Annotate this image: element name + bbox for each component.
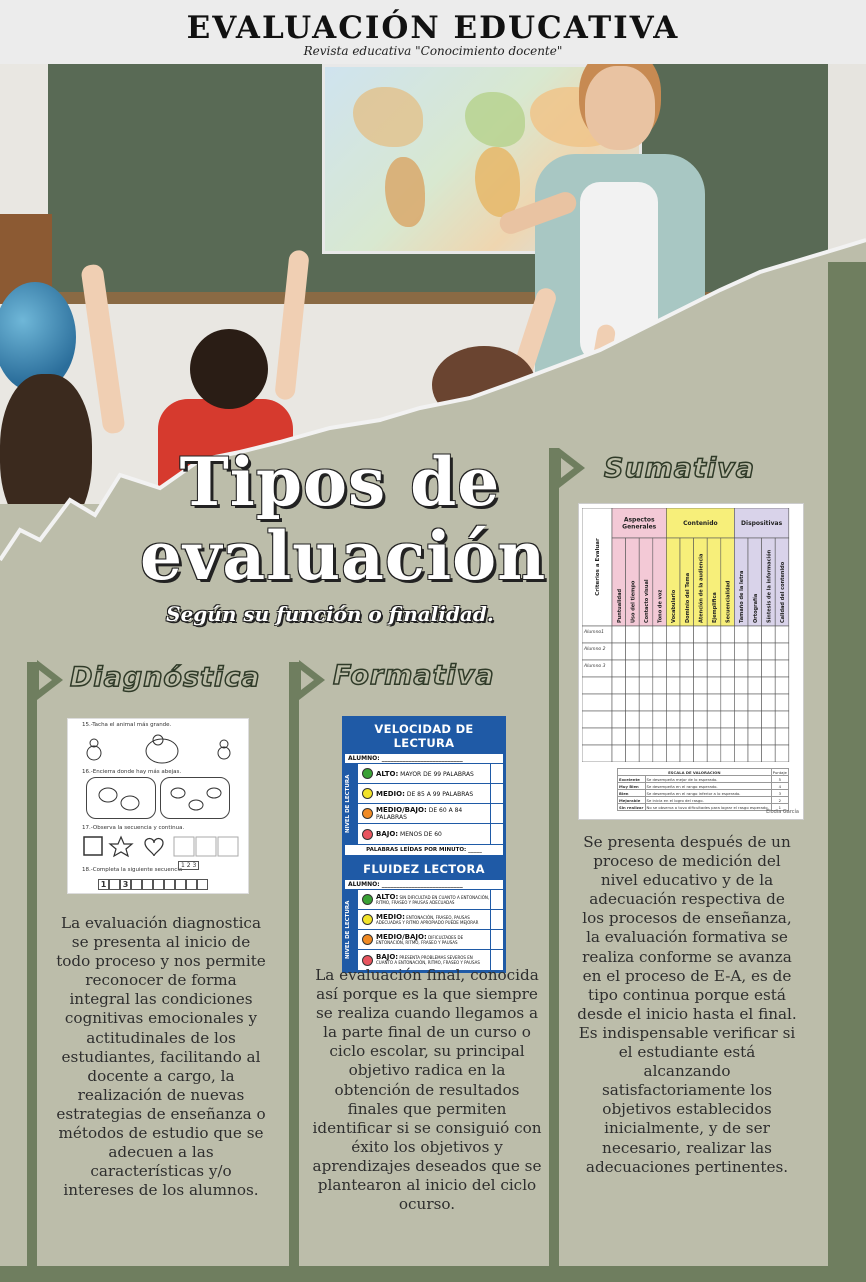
score-cell xyxy=(775,711,789,728)
score-cell xyxy=(707,626,721,643)
score-cell xyxy=(612,745,626,762)
shapes-sequence-icon xyxy=(82,835,242,859)
level-name: MEDIO: xyxy=(376,789,405,798)
velocidad-lectura-card xyxy=(342,716,506,858)
score-cell xyxy=(612,626,626,643)
score-cell xyxy=(775,694,789,711)
sequence-cell xyxy=(142,879,153,890)
criterion-label: Tono de voz xyxy=(657,589,664,623)
score-cell xyxy=(653,660,667,677)
level-row xyxy=(358,824,503,844)
score-cell xyxy=(653,626,667,643)
score-cell xyxy=(694,745,708,762)
level-desc: DIFICULTADES DE ENTONACIÓN, RITMO, FRASEO Y PAUSAS xyxy=(376,934,464,945)
score-cell xyxy=(666,728,680,745)
score-cell xyxy=(626,626,640,643)
score-cell xyxy=(639,626,653,643)
sumativa-text: Se presenta después de un proceso de medición del nivel educativo y de la adecuación respectiva de los procesos de enseñanza, la evaluación formativa se realiza conforme se avanza en el proceso de E-A, es de tipo continua porque está desde el inicio hasta el final. Es indispensable verificar si el estudiante está alcanzando satisfactoriamente los objetivos establecidos inicialmente, y de ser necesario, realizar las adecuaciones pertinentes. xyxy=(577,833,797,1176)
score-cell xyxy=(639,660,653,677)
score-cell xyxy=(748,643,762,660)
worksheet-question: 16.-Encierra donde hay más abejas. xyxy=(82,769,182,775)
criterion-label: Uso del tiempo xyxy=(630,580,637,623)
student-name: Alumno 2 xyxy=(584,647,606,652)
score-cell xyxy=(748,694,762,711)
score-cell xyxy=(680,677,694,694)
score-cell xyxy=(734,694,748,711)
score-cell xyxy=(666,694,680,711)
hero-title-line1: Tipos de xyxy=(179,443,501,521)
level-desc: MENOS DE 60 xyxy=(400,831,442,838)
score-cell xyxy=(680,643,694,660)
level-desc: ENTONACIÓN, FRASEO, PAUSAS ADECUADAS Y RITMO APROPIADO PUEDE MEJORAR xyxy=(376,914,479,925)
score-cell xyxy=(626,694,640,711)
sequence-cell xyxy=(175,879,186,890)
scale-desc: Se desempeña en el rango inferior a lo esperado. xyxy=(645,790,771,797)
sumativa-arrow-icon xyxy=(559,448,585,488)
bottom-accent-bar xyxy=(0,1266,866,1282)
level-row xyxy=(358,910,503,930)
score-cell xyxy=(775,677,789,694)
level-name: ALTO: xyxy=(376,892,399,901)
level-name: MEDIO: xyxy=(376,912,405,921)
score-cell xyxy=(721,711,735,728)
formativa-arrow-icon xyxy=(299,660,325,700)
sequence-cell: 1 xyxy=(98,879,109,890)
score-cell xyxy=(612,660,626,677)
masthead xyxy=(0,0,866,64)
score-cell xyxy=(626,643,640,660)
sequence-cell xyxy=(186,879,197,890)
level-row xyxy=(358,930,503,950)
bees-icon xyxy=(86,777,230,819)
score-cell xyxy=(639,745,653,762)
level-desc: MAYOR DE 99 PALABRAS xyxy=(400,770,474,778)
score-cell xyxy=(666,711,680,728)
score-cell xyxy=(734,626,748,643)
student-cell xyxy=(582,728,612,745)
score-cell xyxy=(748,745,762,762)
formativa-heading: Formativa xyxy=(333,660,495,691)
sequence-cell xyxy=(153,879,164,890)
level-dot-icon xyxy=(362,768,373,779)
scale-level: Mejorable xyxy=(618,797,646,804)
criterion-label: Atención de la audiencia xyxy=(698,553,705,623)
hero-subtitle: Según su función o finalidad. xyxy=(166,602,494,626)
score-cell xyxy=(666,626,680,643)
sumativa-bar xyxy=(549,448,559,1266)
level-dot-icon xyxy=(362,955,373,966)
scale-desc: Se desempeña en el rango esperado. xyxy=(645,783,771,790)
score-cell xyxy=(666,660,680,677)
student-name: Alumno1 xyxy=(584,630,605,635)
level-desc: DE 85 A 99 PALABRAS xyxy=(406,790,474,798)
score-cell xyxy=(612,677,626,694)
level-name: MEDIO/BAJO: xyxy=(376,806,427,814)
score-cell xyxy=(626,745,640,762)
score-cell xyxy=(680,745,694,762)
criterion-label: Ejemplifica xyxy=(712,592,718,623)
card-alumno: ALUMNO: ___________________________ xyxy=(345,754,503,764)
level-dot-icon xyxy=(362,808,373,819)
sequence-cell: 3 xyxy=(120,879,131,890)
scale-points: 1 xyxy=(771,804,788,811)
scale-level: Sin realizar xyxy=(619,804,644,810)
sumativa-heading: Sumativa xyxy=(604,453,756,484)
hero-title-line2: evaluación xyxy=(140,517,547,595)
diagnostica-arrow-icon xyxy=(37,660,63,700)
score-cell xyxy=(775,660,789,677)
worksheet-question: 17.-Observa la secuencia y continua. xyxy=(82,825,185,831)
score-cell xyxy=(721,660,735,677)
score-cell xyxy=(653,694,667,711)
score-cell xyxy=(612,694,626,711)
score-cell xyxy=(775,626,789,643)
criterion-label: Síntesis de la información xyxy=(766,549,773,623)
scale-points: 5 xyxy=(771,776,788,783)
student-cell xyxy=(582,677,612,694)
sequence-cell xyxy=(109,879,120,890)
criterion-label: Ortografía xyxy=(752,593,759,623)
score-cell xyxy=(748,660,762,677)
score-cell xyxy=(748,728,762,745)
student-cell xyxy=(582,745,612,762)
scale-points: 3 xyxy=(771,790,788,797)
criteria-label: Criterios a Evaluar xyxy=(595,538,601,596)
level-dot-icon xyxy=(362,829,373,840)
sequence-cell xyxy=(131,879,142,890)
criterion-label: Secuencialidad xyxy=(725,580,732,623)
worksheet-question: 15.-Tacha el animal más grande. xyxy=(82,722,172,728)
level-dot-icon xyxy=(362,934,373,945)
criterion-label: Vocabulario xyxy=(671,589,678,623)
fluidez-lectora-card xyxy=(342,856,506,973)
score-cell xyxy=(694,711,708,728)
score-cell xyxy=(639,728,653,745)
score-cell xyxy=(666,643,680,660)
diagnostica-heading: Diagnóstica xyxy=(70,662,261,693)
worksheet-question: 18.-Completa la siguiente secuencia xyxy=(82,867,183,873)
score-cell xyxy=(734,728,748,745)
level-name: ALTO: xyxy=(376,769,399,778)
score-cell xyxy=(762,711,776,728)
magazine-title: EVALUACIÓN EDUCATIVA xyxy=(186,10,680,46)
score-cell xyxy=(694,694,708,711)
level-desc: DE 60 A 84 PALABRAS xyxy=(376,807,463,821)
score-cell xyxy=(762,643,776,660)
score-cell xyxy=(639,677,653,694)
score-cell xyxy=(653,643,667,660)
score-cell xyxy=(626,660,640,677)
student-name: Alumno 3 xyxy=(584,664,606,669)
score-cell xyxy=(775,728,789,745)
score-cell xyxy=(721,745,735,762)
score-cell xyxy=(694,643,708,660)
scale-points: 2 xyxy=(771,797,788,804)
level-dot-icon xyxy=(362,788,373,799)
score-cell xyxy=(612,643,626,660)
animals-icon xyxy=(82,731,237,765)
criterion-label: Contacto visual xyxy=(644,579,650,623)
score-cell xyxy=(694,626,708,643)
diagnostica-bar xyxy=(27,662,37,1266)
score-cell xyxy=(775,643,789,660)
score-cell xyxy=(626,728,640,745)
card-footer: PALABRAS LEÍDAS POR MINUTO: _____ xyxy=(345,844,503,855)
sequence-cells xyxy=(98,879,208,890)
score-cell xyxy=(707,677,721,694)
score-cell xyxy=(694,660,708,677)
score-cell xyxy=(734,711,748,728)
score-cell xyxy=(762,745,776,762)
level-row xyxy=(358,784,503,804)
score-cell xyxy=(680,626,694,643)
score-cell xyxy=(626,711,640,728)
score-cell xyxy=(721,677,735,694)
rubric-signature: Elodia García xyxy=(766,809,799,815)
score-cell xyxy=(734,677,748,694)
card-side-label: NIVEL DE LECTURA xyxy=(345,764,358,844)
score-cell xyxy=(653,728,667,745)
level-name: BAJO: xyxy=(376,830,399,838)
score-cell xyxy=(612,711,626,728)
card-title: FLUIDEZ LECTORA xyxy=(345,859,503,880)
scale-desc: No se observa o tuvo dificultades para lograr el rasgo esperado. xyxy=(645,804,771,811)
score-cell xyxy=(762,677,776,694)
score-cell xyxy=(694,728,708,745)
student-cell xyxy=(582,694,612,711)
score-cell xyxy=(721,694,735,711)
scale-points-label: Puntaje xyxy=(772,769,787,775)
formativa-bar xyxy=(289,662,299,1266)
score-cell xyxy=(707,660,721,677)
score-cell xyxy=(680,728,694,745)
group-name: Contenido xyxy=(683,520,718,527)
magazine-subtitle: Revista educativa "Conocimiento docente" xyxy=(303,44,563,58)
score-cell xyxy=(639,711,653,728)
score-cell xyxy=(707,745,721,762)
scale-level: Bien xyxy=(618,790,646,797)
card-alumno: ALUMNO: ___________________________ xyxy=(345,880,503,890)
rubric-grid xyxy=(582,508,790,762)
level-row xyxy=(358,764,503,784)
score-cell xyxy=(680,711,694,728)
right-accent-bar xyxy=(828,262,866,1282)
level-name: BAJO: xyxy=(376,953,399,961)
level-row xyxy=(358,804,503,824)
score-cell xyxy=(653,711,667,728)
scale-desc: Se desempeña mejor de lo esperado. xyxy=(645,776,771,783)
criterion-label: Tamaño de la letra xyxy=(739,570,746,623)
group-name: Generales xyxy=(622,523,657,531)
level-dot-icon xyxy=(362,894,373,905)
score-cell xyxy=(680,694,694,711)
criterion-label: Dominio del Tema xyxy=(684,572,691,623)
formativa-text: La evaluación final, conocida así porque es la que siempre se realiza cuando llegamos a la parte final de un curso o ciclo escolar, su principal objetivo radica en la obtención de resultados finales que permiten identificar si se consiguió con éxito los objetivos y aprendizajes deseados que se plantearon al inicio del ciclo ocurso. xyxy=(312,966,542,1214)
score-cell xyxy=(666,677,680,694)
score-cell xyxy=(707,711,721,728)
level-name: MEDIO/BAJO: xyxy=(376,932,427,941)
group-name: Dispositivas xyxy=(741,520,783,527)
score-cell xyxy=(707,694,721,711)
score-cell xyxy=(680,660,694,677)
score-cell xyxy=(653,745,667,762)
scale-title: ESCALA DE VALORACION xyxy=(618,769,772,776)
level-desc: PRESENTA PROBLEMAS SEVEROS EN CUANTO A ENTONACIÓN, RITMO, FRASEO Y PAUSAS xyxy=(376,955,480,965)
score-cell xyxy=(721,728,735,745)
score-cell xyxy=(639,643,653,660)
score-cell xyxy=(734,745,748,762)
score-cell xyxy=(762,626,776,643)
sequence-cell xyxy=(164,879,175,890)
hero-title xyxy=(140,443,547,595)
student-cell xyxy=(582,711,612,728)
score-cell xyxy=(707,643,721,660)
rating-scale xyxy=(617,768,789,811)
score-cell xyxy=(626,677,640,694)
scale-desc: Se inicia en el logro del rasgo. xyxy=(645,797,771,804)
score-cell xyxy=(762,660,776,677)
score-cell xyxy=(748,677,762,694)
score-cell xyxy=(721,643,735,660)
score-cell xyxy=(734,660,748,677)
score-cell xyxy=(762,728,776,745)
card-side-label: NIVEL DE LECTURA xyxy=(345,890,358,970)
scale-points: 4 xyxy=(771,783,788,790)
scale-level: Excelente xyxy=(618,776,646,783)
score-cell xyxy=(666,745,680,762)
scale-level: Muy Bien xyxy=(618,783,646,790)
teacher-head xyxy=(585,66,655,150)
criterion-label: Calidad del contenido xyxy=(780,561,786,623)
group-name: Aspectos xyxy=(623,516,655,524)
score-cell xyxy=(721,626,735,643)
diagnostic-worksheet xyxy=(67,718,249,894)
score-cell xyxy=(639,694,653,711)
criterion-label: Puntualidad xyxy=(616,588,623,623)
score-cell xyxy=(612,728,626,745)
score-cell xyxy=(707,728,721,745)
level-dot-icon xyxy=(362,914,373,925)
score-cell xyxy=(734,643,748,660)
card-title: VELOCIDAD DE LECTURA xyxy=(345,719,503,754)
rubric-table xyxy=(578,503,804,820)
score-cell xyxy=(653,677,667,694)
score-cell xyxy=(694,677,708,694)
score-cell xyxy=(775,745,789,762)
score-cell xyxy=(748,711,762,728)
level-row xyxy=(358,890,503,910)
score-cell xyxy=(748,626,762,643)
diagnostica-text: La evaluación diagnostica se presenta al inicio de todo proceso y nos permite reconocer de forma integral las condiciones cognitivas emocionales y actitudinales de los estudiantes, facilitando al docente a cargo, la realización de nuevas estrategias de enseñanza o métodos de estudio que se adecuen a las características y/o intereses de los alumnos. xyxy=(56,914,266,1200)
sequence-cell xyxy=(197,879,208,890)
score-cell xyxy=(762,694,776,711)
sequence-hint: 1 2 3 xyxy=(178,861,199,870)
level-desc: SIN DIFICULTAD EN CUANTO A ENTONACIÓN, RITMO, FRASEO Y PAUSAS ADECUADAS xyxy=(376,894,490,905)
